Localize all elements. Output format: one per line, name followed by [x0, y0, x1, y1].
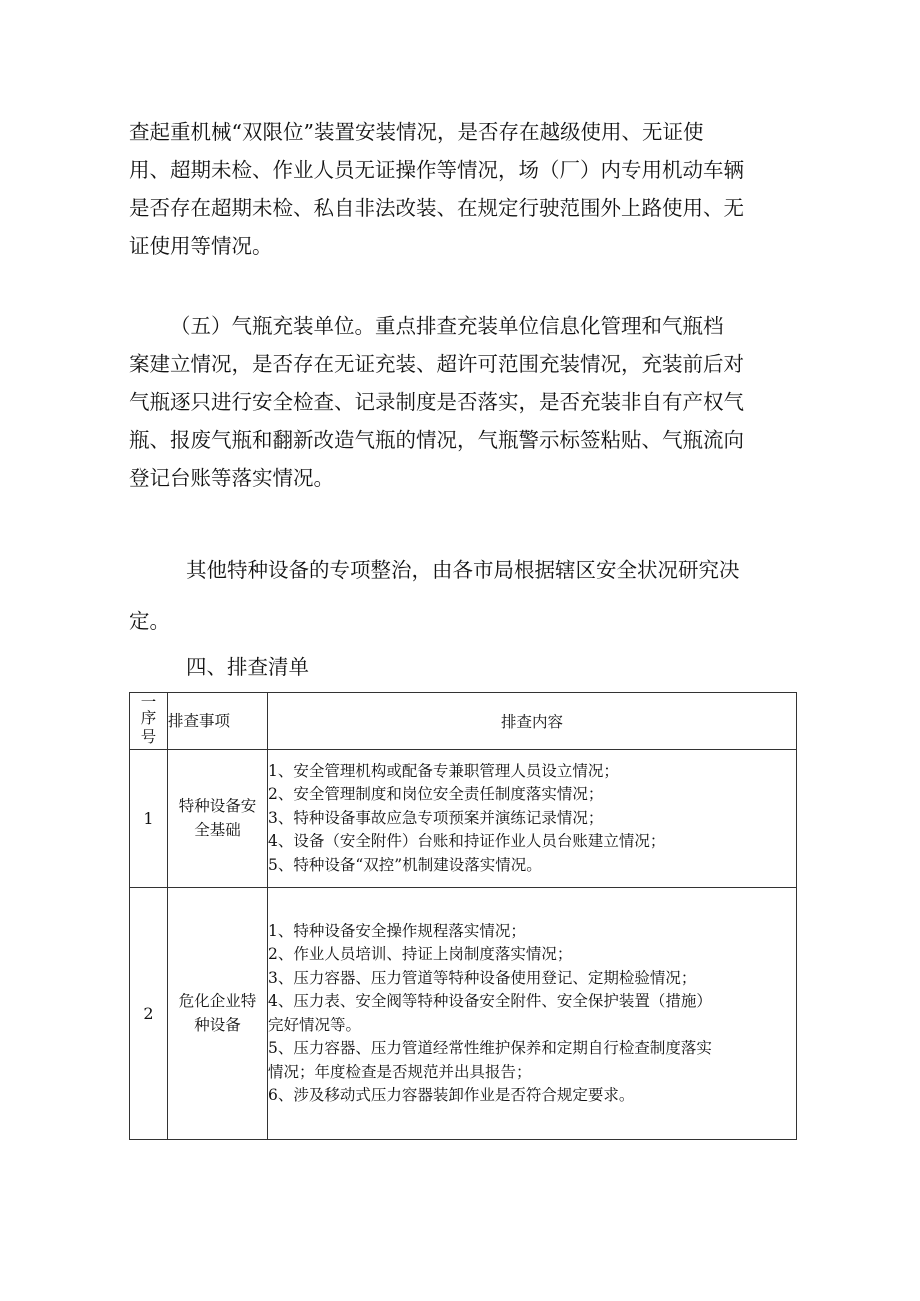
content-line: 4、设备（安全附件）台账和持证作业人员台账建立情况； [268, 832, 666, 851]
content-line: 情况；年度检查是否规范并出具报告； [268, 1062, 532, 1081]
row-item [168, 750, 268, 888]
paragraph-other-equipment [129, 545, 789, 647]
header-seq-a: 序 [140, 709, 157, 727]
text-line: 证使用等情况。 [129, 234, 273, 258]
text-line: 登记台账等落实情况。 [129, 466, 334, 490]
content-line: 3、压力容器、压力管道等特种设备使用登记、定期检验情况； [268, 968, 697, 987]
content-line: 完好情况等。 [268, 1015, 362, 1034]
row-item-line: 危化企业特 [178, 992, 257, 1010]
table-row [130, 750, 797, 888]
paragraph-special-equipment-checks [129, 113, 789, 265]
text-line: 定。 [129, 609, 170, 633]
content-line: 2、作业人员培训、持证上岗制度落实情况； [268, 945, 573, 963]
text-line: 是否存在超期未检、私自非法改装、在规定行驶范围外上路使用、无 [129, 196, 744, 220]
text-line: 案建立情况，是否存在无证充装、超许可范围充装情况，充装前后对 [129, 352, 744, 376]
table-header-row [130, 693, 797, 750]
text-line: 瓶、报废气瓶和翻新改造气瓶的情况，气瓶警示标签粘贴、气瓶流向 [129, 428, 744, 452]
content-line: 6、涉及移动式压力容器装卸作业是否符合规定要求。 [268, 1086, 635, 1104]
inspection-checklist-table [129, 692, 797, 1140]
content-line: 3、特种设备事故应急专项预案并演练记录情况； [268, 808, 604, 827]
header-seq-b: 号 [140, 728, 157, 746]
content-line: 5、压力容器、压力管道经常性维护保养和定期自行检查制度落实 [268, 1039, 712, 1057]
row-number: 2 [130, 888, 168, 1140]
row-content [268, 888, 797, 1140]
header-seq [130, 693, 168, 750]
row-item-line: 特种设备安 [178, 797, 257, 815]
row-item [168, 888, 268, 1140]
text-line: 气瓶逐只进行安全检查、记录制度是否落实，是否充装非自有产权气 [129, 390, 744, 414]
row-content [268, 750, 797, 888]
row-number: 1 [130, 750, 168, 888]
paragraph-gas-cylinder-filling [129, 307, 789, 497]
text-line: （五）气瓶充装单位。重点排查充装单位信息化管理和气瓶档 [170, 314, 724, 338]
row-item-line: 种设备 [194, 1015, 241, 1034]
content-line: 5、特种设备“双控”机制建设落实情况。 [268, 855, 542, 874]
content-line: 1、特种设备安全操作规程落实情况； [268, 921, 526, 940]
table-row [130, 888, 797, 1140]
text-line: 查起重机械“双限位”装置安装情况，是否存在越级使用、无证使 [129, 120, 704, 144]
header-content: 排查内容 [268, 693, 797, 750]
text-line: 其他特种设备的专项整治，由各市局根据辖区安全状况研究决 [186, 558, 740, 582]
content-line: 1、安全管理机构或配备专兼职管理人员设立情况； [268, 761, 619, 780]
row-item-line: 全基础 [194, 820, 241, 839]
header-seq-mark: 一 [140, 693, 157, 711]
text-line: 用、超期未检、作业人员无证操作等情况，场（厂）内专用机动车辆 [129, 158, 744, 182]
header-item: 排查事项 [168, 693, 268, 750]
content-line: 2、安全管理制度和岗位安全责任制度落实情况； [268, 785, 604, 804]
section-heading: 四、排查清单 [186, 655, 309, 679]
content-line: 4、压力表、安全阀等特种设备安全附件、安全保护装置（措施） [268, 992, 712, 1010]
